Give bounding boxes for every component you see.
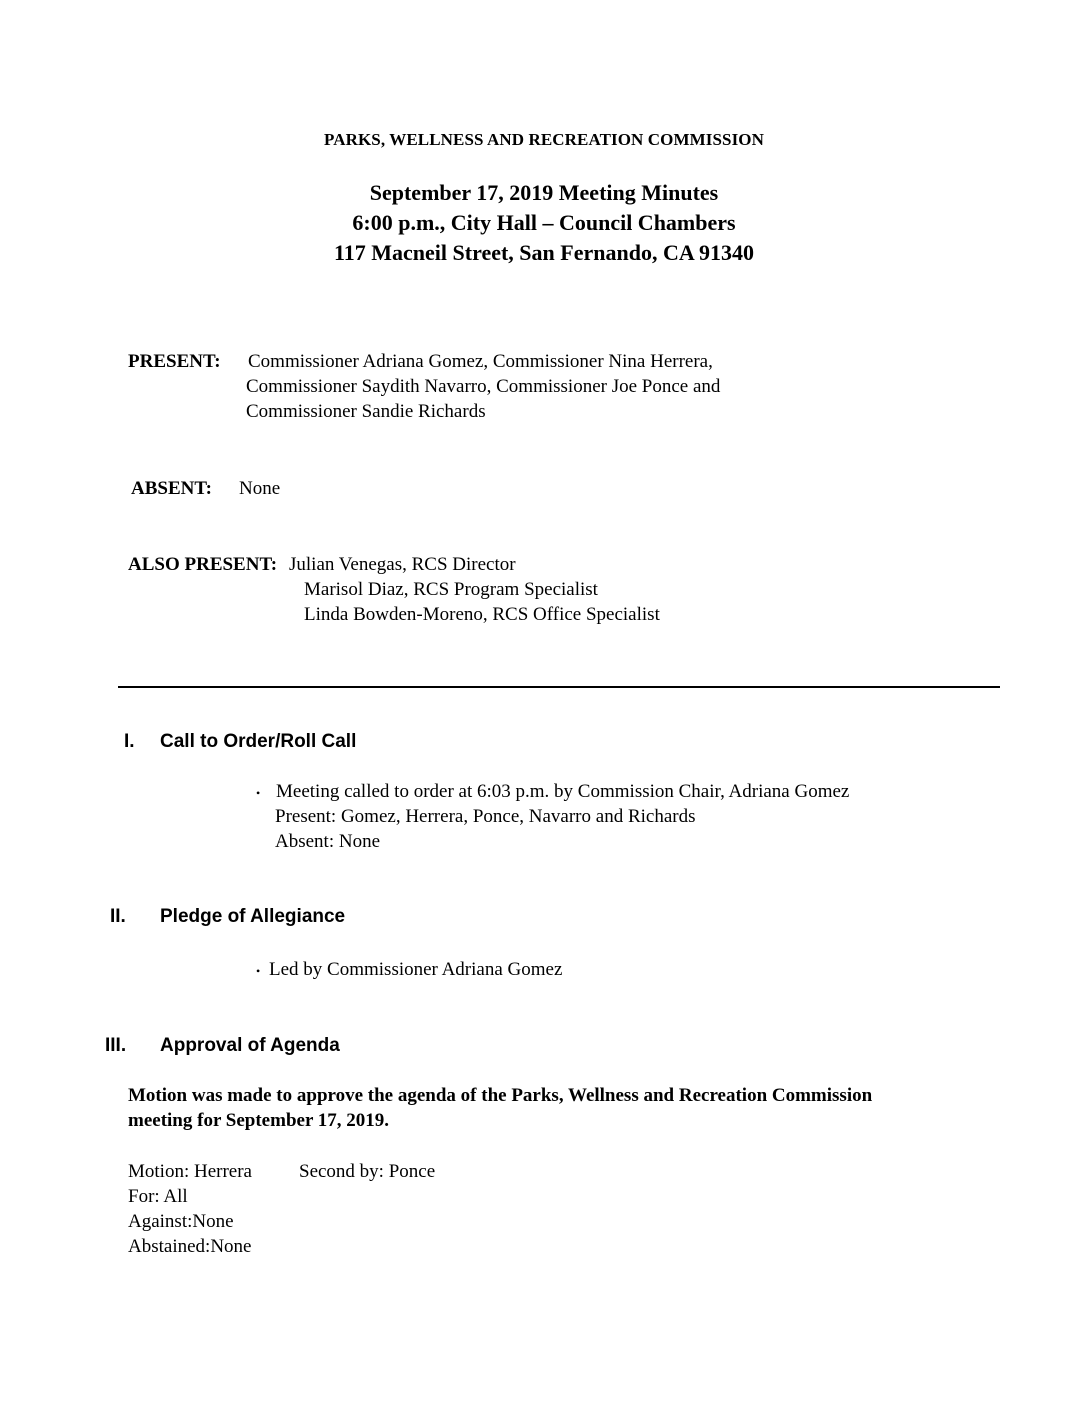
present-line-1: Commissioner Adriana Gomez, Commissioner Nina Herrera, [248,351,713,372]
bullet-icon: • [256,786,261,800]
section-1-line-3: Absent: None [275,831,381,852]
motion-text-line-2: meeting for September 17, 2019. [128,1110,390,1131]
also-present-line-1: Julian Venegas, RCS Director [289,554,516,575]
also-present-line-2: Marisol Diaz, RCS Program Specialist [304,579,598,600]
present-line-3: Commissioner Sandie Richards [246,401,486,422]
section-2-number: II. [110,906,126,927]
also-present-line-3: Linda Bowden-Moreno, RCS Office Specialist [304,604,660,625]
absent-value: None [239,478,281,499]
section-3-number: III. [105,1035,127,1056]
present-label: PRESENT: [128,351,221,372]
meeting-time-location: 6:00 p.m., City Hall – Council Chambers [352,210,736,235]
section-3-title: Approval of Agenda [160,1035,340,1056]
section-1-line-1: Meeting called to order at 6:03 p.m. by Commission Chair, Adriana Gomez [276,781,850,802]
organization-name: PARKS, WELLNESS AND RECREATION COMMISSION [323,130,765,149]
section-2-title: Pledge of Allegiance [160,906,346,927]
motion-by: Motion: Herrera [128,1161,252,1182]
section-1-title: Call to Order/Roll Call [160,731,357,752]
second-by: Second by: Ponce [299,1161,436,1182]
vote-abstained: Abstained:None [128,1236,252,1257]
motion-text-line-1: Motion was made to approve the agenda of the Parks, Wellness and Recreation Commission [128,1085,873,1106]
vote-for: For: All [128,1186,188,1207]
section-2-line: Led by Commissioner Adriana Gomez [269,959,563,980]
also-present-label: ALSO PRESENT: [128,554,278,575]
section-divider [118,686,1000,688]
absent-label: ABSENT: [131,478,212,499]
meeting-title: September 17, 2019 Meeting Minutes [369,180,719,205]
present-line-2: Commissioner Saydith Navarro, Commissioner Joe Ponce and [246,376,721,397]
meeting-address: 117 Macneil Street, San Fernando, CA 91340 [333,240,755,265]
section-1-number: I. [124,731,135,752]
bullet-icon: • [256,964,261,978]
vote-against: Against:None [128,1211,234,1232]
section-1-line-2: Present: Gomez, Herrera, Ponce, Navarro and Richards [275,806,696,827]
